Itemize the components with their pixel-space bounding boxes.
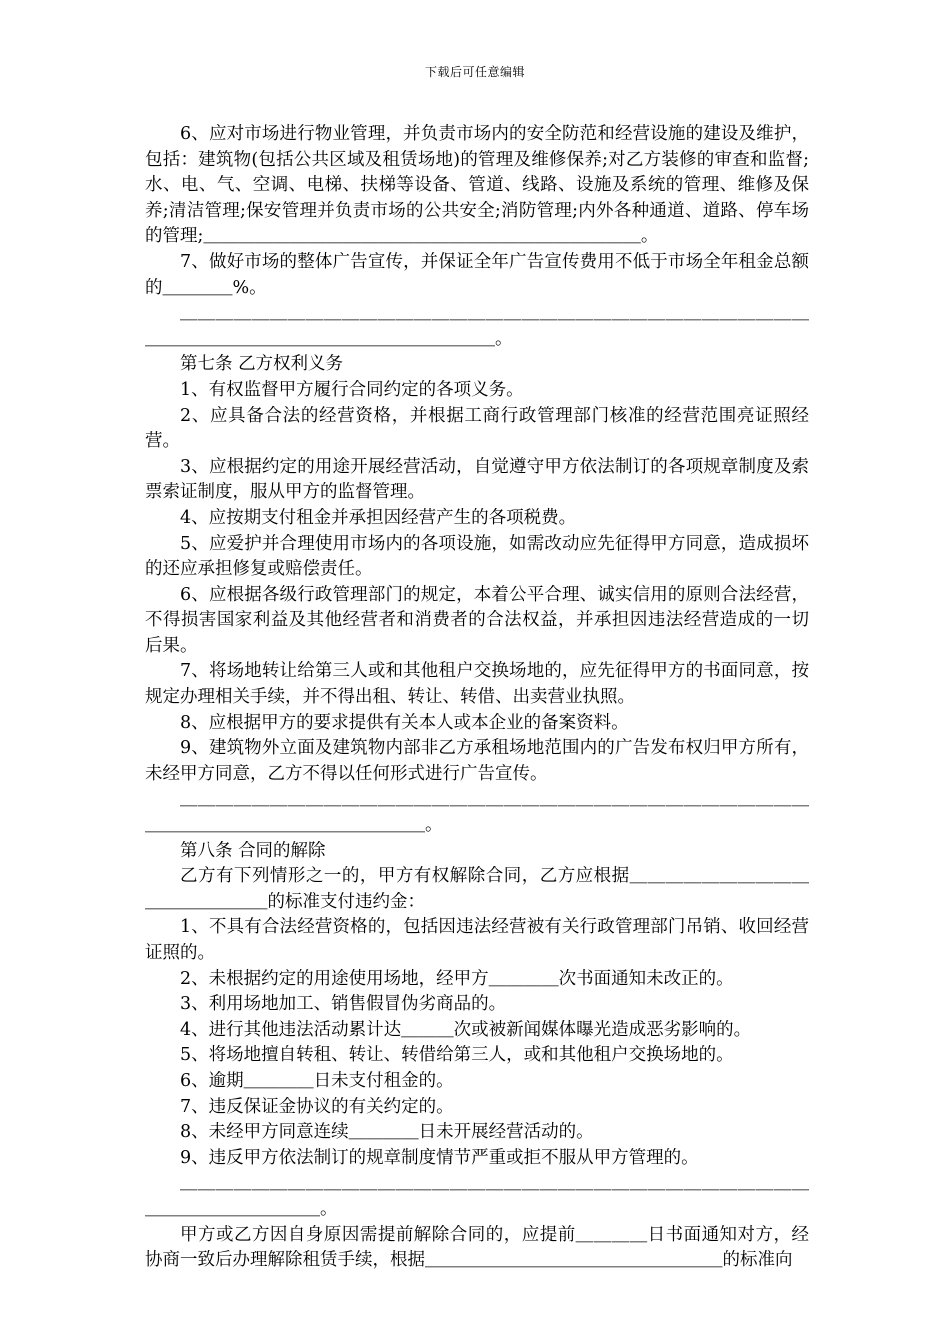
page-header: 下载后可任意编辑 [424, 65, 525, 79]
clause-7-1: 1、有权监督甲方履行合同约定的各项义务。 [180, 379, 524, 400]
article-8-intro: 乙方有下列情形之一的，甲方有权解除合同，乙方应根据＿＿＿＿＿＿＿＿＿＿＿＿＿＿＿＿＿的标准支付违约金： [145, 866, 809, 912]
clause-8-8: 8、未经甲方同意连续＿＿＿＿日未开展经营活动的。 [180, 1122, 594, 1143]
clause-7-6: 6、应根据各级行政管理部门的规定，本着公平合理、诚实信用的原则合法经营，不得损害国家利益及其他经营者和消费者的合法权益，并承担因违法经营造成的一切后果。 [145, 584, 809, 656]
clause-6-1-property-management: 6、应对市场进行物业管理，并负责市场内的安全防范和经营设施的建设及维护，包括：建筑物(包括公共区域及租赁场地)的管理及维修保养;对乙方装修的审查和监督;水、电、气、空调、电梯、扶梯等设备、管道、线路、设施及系统的管理、维修及保养;清洁管理;保安管理并负责市场的公共安全;消防管理;内外各种通道、道路、停车场的管理;＿＿＿＿＿＿＿＿＿＿＿＿＿＿＿＿＿＿＿＿＿＿＿＿＿。 [145, 124, 809, 247]
clause-7-4: 4、应按期支付租金并承担因经营产生的各项税费。 [180, 507, 577, 528]
clause-8-9: 9、违反甲方依法制订的规章制度情节严重或拒不服从甲方管理的。 [180, 1147, 699, 1168]
clause-8-5: 5、将场地擅自转租、转让、转借给第三人，或和其他租户交换场地的。 [180, 1045, 734, 1066]
article-7-heading: 第七条 乙方权利义务 [180, 354, 344, 375]
clause-8-6: 6、逾期＿＿＿＿日未支付租金的。 [180, 1070, 454, 1091]
clause-7-3: 3、应根据约定的用途开展经营活动，自觉遵守甲方依法制订的各项规章制度及索票索证制度，服从甲方的监督管理。 [145, 456, 809, 503]
clause-8-3: 3、利用场地加工、销售假冒伪劣商品的。 [180, 994, 507, 1015]
clause-8-7: 7、违反保证金协议的有关约定的。 [180, 1096, 454, 1117]
early-termination-paragraph: 甲方或乙方因自身原因需提前解除合同的，应提前＿＿＿＿日书面通知对方，经协商一致后办理解除租赁手续，根据＿＿＿＿＿＿＿＿＿＿＿＿＿＿＿＿＿的标准向 [145, 1224, 809, 1271]
clause-7-5: 5、应爱护并合理使用市场内的各项设施，如需改动应先征得甲方同意，造成损坏的还应承担修复或赔偿责任。 [145, 533, 809, 580]
clause-7-2: 2、应具备合法的经营资格，并根据工商行政管理部门核准的经营范围亮证照经营。 [145, 405, 809, 452]
clause-6-2-advertising: 7、做好市场的整体广告宣传，并保证全年广告宣传费用不低于市场全年租金总额的＿＿＿＿%。 [145, 251, 809, 298]
blank-line-article-8: ＿＿＿＿＿＿＿＿＿＿＿＿＿＿＿＿＿＿＿＿＿＿＿＿＿＿＿＿＿＿＿＿＿＿＿＿＿＿＿＿＿＿＿＿＿。 [145, 1173, 809, 1219]
clause-8-2: 2、未根据约定的用途使用场地，经甲方＿＿＿＿次书面通知未改正的。 [180, 968, 734, 989]
blank-line-article-6: ＿＿＿＿＿＿＿＿＿＿＿＿＿＿＿＿＿＿＿＿＿＿＿＿＿＿＿＿＿＿＿＿＿＿＿＿＿＿＿＿＿＿＿＿＿＿＿＿＿＿＿＿＿＿＿。 [145, 303, 809, 349]
article-8-heading: 第八条 合同的解除 [180, 840, 326, 861]
clause-8-1: 1、不具有合法经营资格的，包括因违法经营被有关行政管理部门吊销、收回经营证照的。 [145, 917, 809, 963]
blank-line-article-7: ＿＿＿＿＿＿＿＿＿＿＿＿＿＿＿＿＿＿＿＿＿＿＿＿＿＿＿＿＿＿＿＿＿＿＿＿＿＿＿＿＿＿＿＿＿＿＿＿＿＿＿。 [145, 789, 809, 836]
clause-7-7: 7、将场地转让给第三人或和其他租户交换场地的，应先征得甲方的书面同意，按规定办理相关手续，并不得出租、转让、转借、出卖营业执照。 [145, 661, 809, 708]
clause-7-9: 9、建筑物外立面及建筑物内部非乙方承租场地范围内的广告发布权归甲方所有，未经甲方同意，乙方不得以任何形式进行广告宣传。 [145, 738, 809, 784]
document-body [145, 122, 809, 1274]
clause-8-4: 4、进行其他违法活动累计达＿＿＿次或被新闻媒体曝光造成恶劣影响的。 [180, 1019, 752, 1040]
clause-7-8: 8、应根据甲方的要求提供有关本人或本企业的备案资料。 [180, 712, 629, 733]
